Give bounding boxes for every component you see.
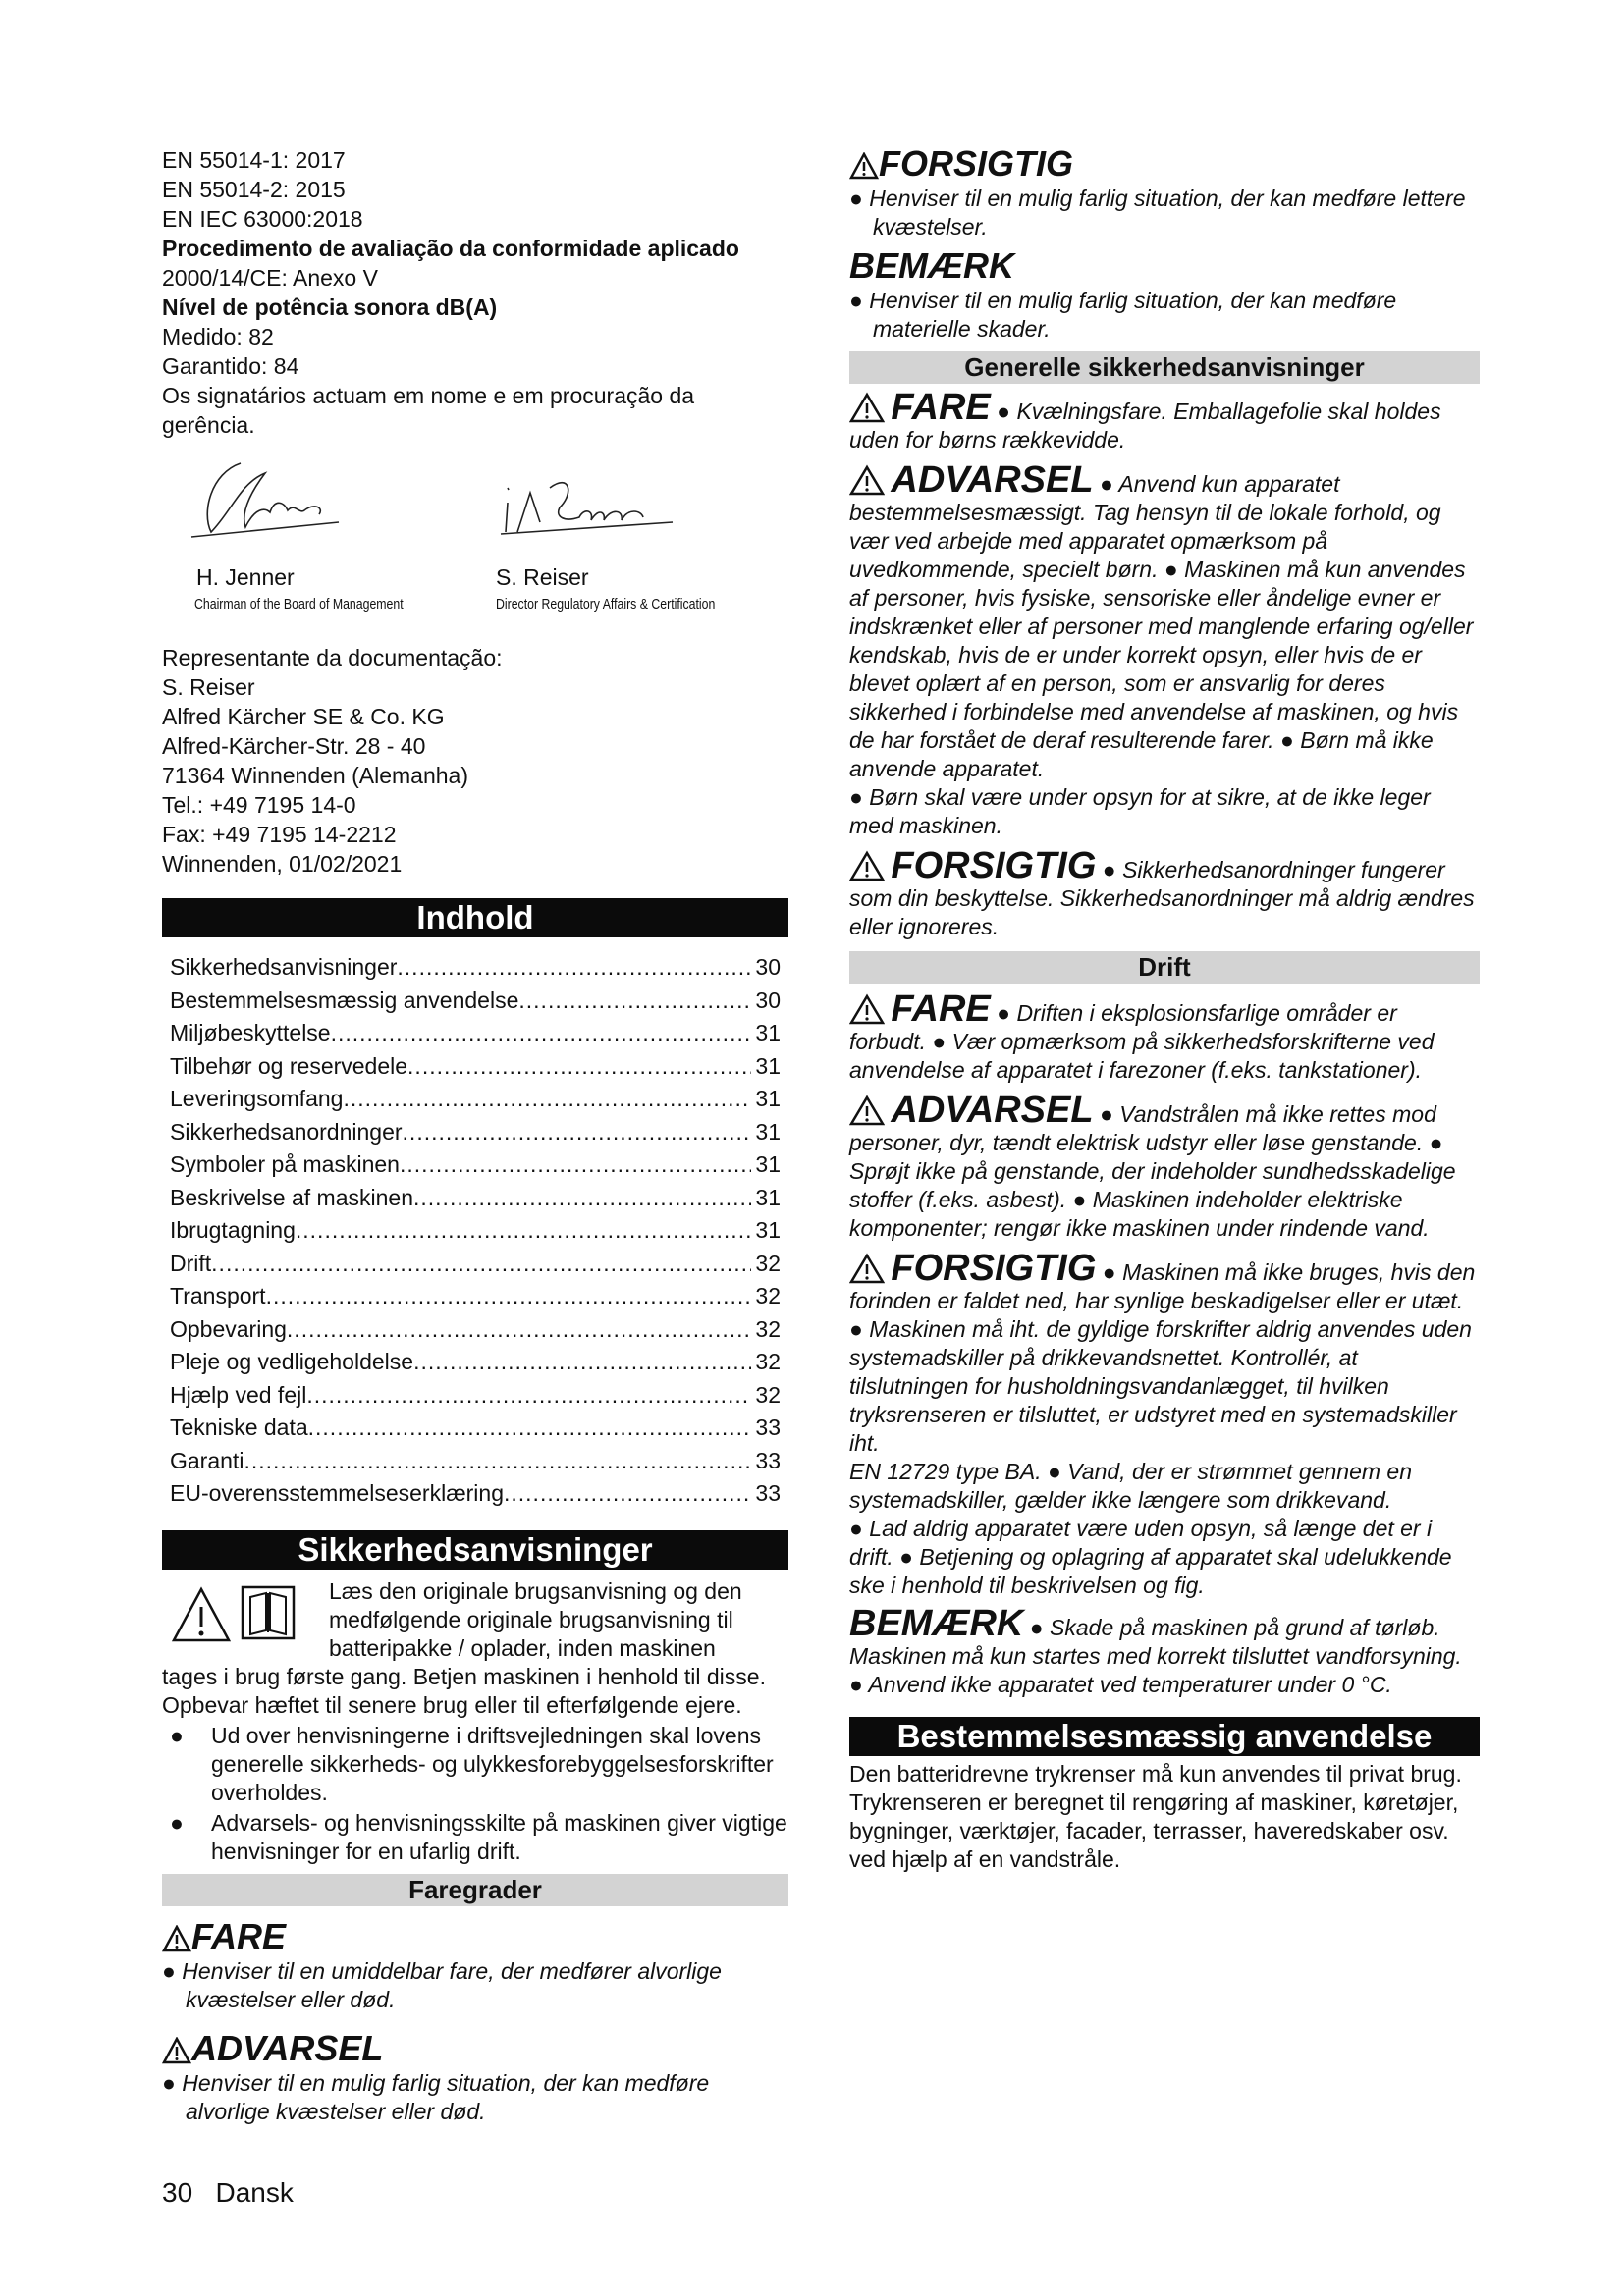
- safety-bullet: ● Ud over henvisningerne i driftsvejledningen skal lovens generelle sikkerheds- og ulykkesforebyggelsesforskrifter overholdes.: [162, 1722, 788, 1807]
- toc-row[interactable]: [162, 1116, 788, 1149]
- noise-measured: Medido: 82: [162, 324, 274, 349]
- fare-definition: ● Henviser til en umiddelbar fare, der medfører alvorlige kvæstelser eller død.: [162, 1957, 722, 2012]
- warning-triangle-icon: [849, 152, 879, 180]
- advarsel-heading-text: ADVARSEL: [191, 2027, 384, 2068]
- signatories-note: Os signatários actuam em nome e em procuração da gerência.: [162, 383, 695, 438]
- toc-entry-title: Hjælp ved fejl: [170, 1381, 307, 1408]
- doc-rep-line: Representante da documentação:: [162, 645, 503, 670]
- toc-entry-title: Tilbehør og reservedele: [170, 1052, 408, 1079]
- safety-intro: [162, 1577, 788, 1720]
- toc-entry-title: Opbevaring: [170, 1315, 287, 1342]
- bullet-text: Advarsels- og henvisningsskilte på maskinen giver vigtige henvisninger for en ufarlig drift.: [211, 1809, 787, 1864]
- toc-leader-dots: [400, 1148, 751, 1182]
- toc-row[interactable]: [162, 1346, 788, 1379]
- advarsel-heading: [162, 2028, 788, 2069]
- toc-row[interactable]: [162, 1182, 788, 1215]
- toc-entry-title: Leveringsomfang: [170, 1086, 344, 1111]
- warning-triangle-icon: [849, 1095, 885, 1126]
- general-advarsel-text: Anvend kun apparatet bestemmelsesmæssigt. Tag hensyn til de lokale forhold, og vær ved arbejde med apparatet opmærksom på uvedkommende, specielt børn. ● Maskinen må kun anvendes af personer, hvis fysiske, sensoriske eller åndelige evner er indskrænket eller af personer med manglende erfaring og/eller kendskab, hvis de er under korrekt opsyn, eller hvis de er blevet oplært af en person, som er ansvarlig for deres sikkerhed i forbindelse med anvendelse af maskinen, og hvis de har forstået de deraf resulterende farer. ● Børn må ikke anvende apparatet.: [849, 471, 1474, 781]
- toc-leader-dots: [407, 1050, 751, 1084]
- toc-leader-dots: [504, 1477, 751, 1511]
- toc-row[interactable]: [162, 1445, 788, 1478]
- bemaerk-heading: BEMÆRK: [849, 245, 1014, 286]
- toc-entry-page: 33: [755, 1447, 781, 1473]
- toc-entry-page: 32: [755, 1250, 781, 1276]
- forsigtig-definition-text: Henviser til en mulig farlig situation, der kan medføre lettere kvæstelser.: [869, 186, 1466, 240]
- toc-leader-dots: [413, 1346, 751, 1379]
- drift-forsigtig-text: Maskinen må ikke bruges, hvis den forinden er faldet ned, har synlige beskadigelser eller er utæt. ● Maskinen må iht. de gyldige forskrifter aldrig anvendes uden systemadskiller på drikkevandsnettet. Kontrollér, at tilslutningen for husholdningsvandanlægget, til hvilken tryksrenseren er tilsluttet, er udstyret med en systemadskiller iht.: [849, 1259, 1476, 1456]
- toc-entry-page: 31: [755, 1020, 781, 1045]
- toc-entry-page: 31: [755, 1052, 781, 1079]
- hazard-levels-title: Faregrader: [162, 1874, 788, 1906]
- toc-row[interactable]: [162, 1214, 788, 1248]
- toc-leader-dots: [308, 1412, 752, 1445]
- doc-rep-line: Alfred Kärcher SE & Co. KG: [162, 704, 445, 729]
- toc-leader-dots: [518, 985, 751, 1018]
- forsigtig-label: FORSIGTIG: [891, 1248, 1097, 1289]
- safety-intro-line: medfølgende originale brugsanvisning til: [329, 1606, 733, 1632]
- toc-entry-page: 32: [755, 1315, 781, 1342]
- forsigtig-heading-text: FORSIGTIG: [879, 143, 1073, 184]
- toc-entry-title: Garanti: [170, 1447, 244, 1473]
- safety-title: Sikkerhedsanvisninger: [162, 1530, 788, 1570]
- forsigtig-label: FORSIGTIG: [891, 845, 1097, 886]
- signature-block: [162, 454, 788, 635]
- warning-triangle-icon: [849, 850, 885, 881]
- general-fare-text: Kvælningsfare. Emballagefolie skal holdes uden for børns rækkevidde.: [849, 399, 1441, 453]
- toc-entry-page: 33: [755, 1480, 781, 1506]
- safety-bullet: ● Advarsels- og henvisningsskilte på maskinen giver vigtige henvisninger for en ufarlig drift.: [170, 1809, 787, 1864]
- table-of-contents: [162, 951, 788, 1511]
- drift-bemaerk-text: Skade på maskinen på grund af tørløb. Maskinen må kun startes med korrekt tilsluttet vandforsyning. ● Anvend ikke apparatet ved temperaturer under 0 °C.: [849, 1615, 1462, 1697]
- noise-guaranteed: Garantido: 84: [162, 353, 299, 379]
- toc-leader-dots: [211, 1248, 751, 1281]
- manual-book-icon: [237, 1581, 299, 1644]
- advarsel-definition: ● Henviser til en mulig farlig situation, der kan medføre alvorlige kvæstelser eller død.: [162, 2069, 710, 2124]
- standard-line: EN 55014-2: 2015: [162, 177, 346, 202]
- warning-triangle-icon: [162, 2037, 191, 2064]
- toc-entry-page: 33: [755, 1415, 781, 1440]
- doc-rep-line: Tel.: +49 7195 14-0: [162, 792, 356, 818]
- general-fare: FARE ● Kvælningsfare. Emballagefolie skal holdes uden for børns rækkevidde.: [849, 387, 1441, 453]
- drift-advarsel-text: Vandstrålen må ikke rettes mod personer, dyr, tændt elektrisk udstyr eller løse genstande. ● Sprøjt ikke på genstande, der indeholder sundhedsskadelige stoffer (f.eks. asbest). ● Maskinen indeholder elektriske komponenter; rengør ikke maskinen under rindende vand.: [849, 1101, 1456, 1241]
- toc-entry-title: Pleje og vedligeholdelse: [170, 1349, 414, 1374]
- signer2-name: S. Reiser: [496, 564, 589, 590]
- toc-row[interactable]: [162, 1412, 788, 1445]
- signature-reiser: [496, 463, 692, 542]
- drift-bemaerk: BEMÆRK ● Skade på maskinen på grund af tørløb. Maskinen må kun startes med korrekt tilsluttet vandforsyning. ● Anvend ikke apparatet ved temperaturer under 0 °C.: [849, 1603, 1462, 1697]
- warning-triangle-icon: [849, 1253, 885, 1284]
- toc-entry-title: Drift: [170, 1250, 212, 1276]
- toc-entry-page: 32: [755, 1349, 781, 1374]
- drift-fare-text: Driften i eksplosionsfarlige områder er forbudt. ● Vær opmærksom på sikkerhedsforskrifterne ved anvendelse af apparatet i farezoner (f.eks. tankstationer).: [849, 1000, 1435, 1083]
- toc-leader-dots: [287, 1313, 751, 1347]
- drift-forsigtig-cont: EN 12729 type BA. ● Vand, der er strømmet gennem en systemadskiller, gælder ikke længere som drikkevand.: [849, 1459, 1412, 1513]
- standard-line: EN 55014-1: 2017: [162, 147, 346, 173]
- toc-entry-page: 31: [755, 1217, 781, 1243]
- fare-definition-text: Henviser til en umiddelbar fare, der medfører alvorlige kvæstelser eller død.: [182, 1957, 722, 2012]
- doc-rep-line: Alfred-Kärcher-Str. 28 - 40: [162, 733, 426, 759]
- toc-row[interactable]: [162, 1083, 788, 1116]
- drift-fare: FARE ● Driften i eksplosionsfarlige områder er forbudt. ● Vær opmærksom på sikkerhedsforskrifterne ved anvendelse af apparatet i farezoner (f.eks. tankstationer).: [849, 988, 1435, 1083]
- drift-title: Drift: [849, 951, 1480, 984]
- fare-heading: [162, 1916, 788, 1957]
- toc-leader-dots: [331, 1017, 752, 1050]
- signature-jenner: [172, 454, 368, 552]
- toc-entry-page: 32: [755, 1283, 781, 1308]
- warning-triangle-icon: [849, 392, 885, 423]
- general-advarsel: ADVARSEL ● Anvend kun apparatet bestemmelsesmæssigt. Tag hensyn til de lokale forhold, og vær ved arbejde med apparatet opmærksom på uvedkommende, specielt børn. ● Maskinen må kun anvendes af personer, hvis fysiske, sensoriske eller åndelige evner er indskrænket eller af personer med manglende erfaring og/eller kendskab, hvis de er under korrekt opsyn, eller hvis de er blevet oplært af en person, som er ansvarlig for deres sikkerhed i forbindelse med anvendelse af maskinen, og hvis de har forstået de deraf resulterende farer. ● Børn må ikke anvende apparatet.: [849, 459, 1474, 781]
- toc-leader-dots: [296, 1214, 752, 1248]
- general-advarsel-children: ● Børn skal være under opsyn for at sikre, at de ikke leger med maskinen.: [849, 784, 1431, 838]
- doc-rep-line: Fax: +49 7195 14-2212: [162, 822, 397, 847]
- drift-advarsel: ADVARSEL ● Vandstrålen må ikke rettes mod personer, dyr, tændt elektrisk udstyr eller løse genstande. ● Sprøjt ikke på genstande, der indeholder sundhedsskadelige stoffer (f.eks. asbest). ● Maskinen indeholder elektriske komponenter; rengør ikke maskinen under rindende vand.: [849, 1090, 1456, 1241]
- toc-entry-title: Symboler på maskinen: [170, 1151, 400, 1177]
- toc-entry-title: Transport: [170, 1283, 266, 1308]
- general-safety-title: Generelle sikkerhedsanvisninger: [849, 351, 1480, 384]
- fare-label: FARE: [891, 387, 991, 428]
- toc-leader-dots: [306, 1379, 751, 1413]
- toc-entry-page: 30: [755, 987, 781, 1013]
- bemaerk-label: BEMÆRK: [849, 1603, 1024, 1644]
- toc-leader-dots: [266, 1280, 752, 1313]
- fare-heading-text: FARE: [191, 1915, 287, 1956]
- warning-triangle-icon: [170, 1585, 233, 1644]
- toc-entry-page: 31: [755, 1184, 781, 1210]
- bemaerk-definition-text: Henviser til en mulig farlig situation, der kan medføre materielle skader.: [869, 288, 1397, 342]
- advarsel-definition-text: Henviser til en mulig farlig situation, der kan medføre alvorlige kvæstelser eller død.: [182, 2069, 710, 2124]
- toc-entry-page: 30: [755, 954, 781, 980]
- toc-row[interactable]: [162, 1148, 788, 1182]
- signer1-name: H. Jenner: [196, 564, 295, 590]
- advarsel-label: ADVARSEL: [891, 1090, 1094, 1131]
- general-forsigtig: FORSIGTIG ● Sikkerhedsanordninger fungerer som din beskyttelse. Sikkerhedsanordninger må aldrig ændres eller ignoreres.: [849, 845, 1475, 939]
- toc-row[interactable]: [162, 951, 788, 985]
- toc-leader-dots: [403, 1116, 752, 1149]
- toc-row[interactable]: [162, 1313, 788, 1347]
- toc-leader-dots: [413, 1182, 751, 1215]
- forsigtig-heading: [849, 143, 1480, 185]
- warning-triangle-icon: [162, 1925, 191, 1952]
- drift-forsigtig-cont: ● Lad aldrig apparatet være uden opsyn, så længe det er i drift. ● Betjening og oplagring af apparatet skal udelukkende ske i henhold til beskrivelsen og fig.: [849, 1516, 1452, 1598]
- toc-entry-page: 31: [755, 1118, 781, 1145]
- toc-entry-page: 31: [755, 1086, 781, 1111]
- toc-entry-title: Bestemmelsesmæssig anvendelse: [170, 987, 519, 1013]
- footer-language: Dansk: [215, 2177, 294, 2208]
- left-column: [162, 145, 788, 2126]
- toc-entry-title: EU-overensstemmelseserklæring: [170, 1480, 504, 1506]
- signer2-role: Director Regulatory Affairs & Certification: [496, 596, 716, 613]
- procedure-title: Procedimento de avaliação da conformidade aplicado: [162, 236, 739, 261]
- toc-entry-title: Sikkerhedsanvisninger: [170, 954, 398, 980]
- advarsel-label: ADVARSEL: [891, 459, 1094, 501]
- toc-entry-title: Miljøbeskyttelse: [170, 1020, 331, 1045]
- toc-leader-dots: [343, 1083, 751, 1116]
- forsigtig-definition: ● Henviser til en mulig farlig situation, der kan medføre lettere kvæstelser.: [849, 186, 1466, 240]
- toc-row[interactable]: [162, 1050, 788, 1084]
- toc-entry-title: Tekniske data: [170, 1415, 308, 1440]
- procedure-value: 2000/14/CE: Anexo V: [162, 265, 378, 291]
- page-number: 30: [162, 2177, 193, 2208]
- safety-intro-rest: tages i brug første gang. Betjen maskinen i henhold til disse. Opbevar hæftet til senere brug eller til efterfølgende ejere.: [162, 1663, 766, 1718]
- warning-triangle-icon: [849, 464, 885, 496]
- safety-intro-line: batteripakke / oplader, inden maskinen: [329, 1634, 716, 1661]
- doc-representative: [162, 643, 788, 879]
- doc-rep-line: 71364 Winnenden (Alemanha): [162, 763, 468, 788]
- intended-use-p1: Den batteridrevne trykrenser må kun anvendes til privat brug.: [849, 1761, 1462, 1787]
- doc-rep-line: Winnenden, 01/02/2021: [162, 851, 403, 877]
- intended-use-p2: Trykrenseren er beregnet til rengøring af maskiner, køretøjer, bygninger, værktøjer, facader, terrasser, haveredskaber osv. ved hjælp af en vandstråle.: [849, 1789, 1459, 1872]
- toc-row[interactable]: [162, 1248, 788, 1281]
- toc-entry-title: Sikkerhedsanordninger: [170, 1118, 403, 1145]
- bemaerk-definition: ● Henviser til en mulig farlig situation, der kan medføre materielle skader.: [849, 288, 1397, 342]
- bullet-text: Ud over henvisningerne i driftsvejledningen skal lovens generelle sikkerheds- og ulykkesforebyggelsesforskrifter overholdes.: [211, 1722, 774, 1805]
- general-forsigtig-text: Sikkerhedsanordninger fungerer som din beskyttelse. Sikkerhedsanordninger må aldrig ændres eller ignoreres.: [849, 857, 1475, 939]
- toc-row[interactable]: [162, 1379, 788, 1413]
- toc-entry-page: 32: [755, 1381, 781, 1408]
- toc-row[interactable]: [162, 1477, 788, 1511]
- toc-entry-page: 31: [755, 1151, 781, 1177]
- toc-entry-title: Ibrugtagning: [170, 1217, 296, 1243]
- doc-rep-line: S. Reiser: [162, 674, 255, 700]
- toc-row[interactable]: [162, 1017, 788, 1050]
- toc-row[interactable]: [162, 1280, 788, 1313]
- right-column: [849, 145, 1480, 1874]
- intended-use-title: Bestemmelsesmæssig anvendelse: [849, 1717, 1480, 1756]
- toc-leader-dots: [244, 1445, 751, 1478]
- fare-label: FARE: [891, 988, 991, 1030]
- toc-leader-dots: [397, 951, 751, 985]
- safety-intro-line: Læs den originale brugsanvisning og den: [329, 1577, 742, 1604]
- standard-line: EN IEC 63000:2018: [162, 206, 363, 232]
- toc-entry-title: Beskrivelse af maskinen: [170, 1184, 413, 1210]
- warning-triangle-icon: [849, 993, 885, 1025]
- signer1-role: Chairman of the Board of Management: [194, 596, 404, 613]
- page-footer: [162, 2177, 294, 2209]
- toc-row[interactable]: [162, 985, 788, 1018]
- toc-title: Indhold: [162, 898, 788, 937]
- drift-forsigtig: FORSIGTIG ● Maskinen må ikke bruges, hvis den forinden er faldet ned, har synlige beskadigelser eller er utæt. ● Maskinen må iht. de gyldige forskrifter aldrig anvendes uden systemadskiller på drikkevandsnettet. Kontrollér, at tilslutningen for husholdningsvandanlægget, til hvilken tryksrenseren er tilsluttet, er udstyret med en systemadskiller iht.: [849, 1248, 1476, 1456]
- noise-title: Nível de potência sonora dB(A): [162, 294, 498, 320]
